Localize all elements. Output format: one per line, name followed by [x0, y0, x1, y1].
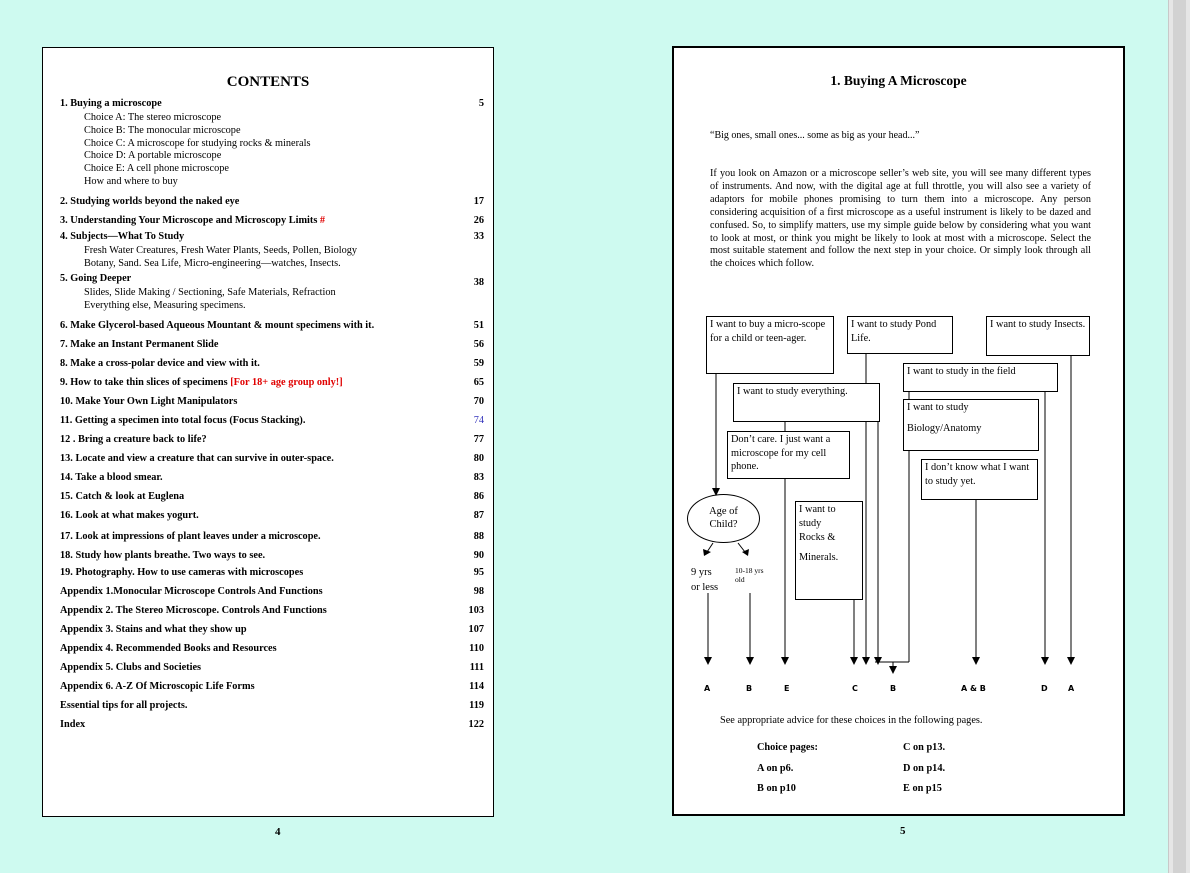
age-9-label-line: or less: [691, 582, 719, 593]
toc-entry-page: 33: [473, 230, 484, 242]
toc-entry-title: 8. Make a cross-polar device and view with it.: [60, 357, 260, 369]
toc-entry-title: 5. Going Deeper: [60, 273, 132, 285]
toc-entry[interactable]: [60, 585, 484, 598]
choice-box-biology-line: I want to study: [907, 402, 969, 413]
contents-title: CONTENTS: [226, 74, 310, 90]
toc-sub-entry: Choice A: The stereo microscope: [84, 112, 222, 123]
toc-entry-title: 14. Take a blood smear.: [60, 471, 163, 483]
choice-box-rocks-line: Minerals.: [799, 552, 839, 563]
buying-microscope-page: [672, 46, 1125, 816]
toc-entry-page: 86: [473, 490, 484, 502]
toc-entry[interactable]: [60, 357, 484, 370]
toc-entry-title: 1. Buying a microscope: [60, 98, 162, 109]
toc-entry-page: 110: [469, 642, 484, 654]
toc-entry[interactable]: [60, 338, 484, 351]
toc-entry[interactable]: [60, 97, 484, 110]
age-10-18-label-line: old: [735, 575, 745, 584]
toc-entry-title: Appendix 4. Recommended Books and Resources: [60, 642, 277, 654]
page-heading: 1. Buying A Microscope: [830, 73, 967, 88]
outcome-letter: D: [1041, 684, 1048, 693]
contents-page: [42, 47, 494, 817]
toc-entry[interactable]: [60, 272, 484, 289]
toc-entry-page: 95: [473, 566, 484, 578]
toc-entry-title: 7. Make an Instant Permanent Slide: [60, 338, 219, 350]
toc-entry-title: Appendix 5. Clubs and Societies: [60, 661, 202, 673]
age-10-18-label: [735, 566, 764, 584]
arrow-head: [1041, 657, 1049, 665]
arrow-head: [972, 657, 980, 665]
arrow-head: [1067, 657, 1075, 665]
choice-page-c[interactable]: C on p13.: [903, 742, 946, 753]
toc-entry-page: 98: [473, 585, 484, 597]
age-decision-circle[interactable]: [687, 494, 760, 543]
toc-entry[interactable]: [60, 230, 484, 243]
toc-entry[interactable]: [60, 452, 484, 465]
quote-text: “Big ones, small ones... some as big as your head...”: [710, 130, 920, 141]
outcome-letter: B: [890, 684, 897, 693]
vertical-scrollbar[interactable]: [1168, 0, 1190, 873]
toc-entry[interactable]: [60, 395, 484, 408]
toc-entry-page: 74: [473, 414, 484, 426]
toc-entry-page: 77: [473, 433, 484, 445]
toc-sub-entry: Slides, Slide Making / Sectioning, Safe Materials, Refraction: [84, 287, 336, 299]
choice-box-field[interactable]: I want to study in the field: [903, 363, 1058, 392]
toc-entry[interactable]: [60, 604, 484, 617]
toc-entry[interactable]: [60, 319, 484, 332]
toc-entry-title: 18. Study how plants breathe. Two ways to see.: [60, 549, 266, 561]
toc-sub-entry: Choice D: A portable microscope: [84, 150, 222, 162]
intro-paragraph: If you look on Amazon or a microscope seller’s web site, you will see many different types of instruments. And now, with the digital age at full throttle, you will also see a variety of adaptors for mobile phones promising to turn them into a microscope. Any person considering acquisition of a first microscope as a useful instrument is likely to be dazed and confused. So, to simplify matters, use my simple guide below by considering what you want to look at most, or think you might be likely to look at most with a microscope. Select the most suitable statement and follow the next step in your choice. Or simply look through all the choices which follow.: [710, 168, 1091, 270]
outcome-letter: A & B: [961, 684, 986, 693]
toc-entry[interactable]: [60, 566, 484, 579]
toc-entry[interactable]: [60, 642, 484, 655]
toc-entry-title: 10. Make Your Own Light Manipulators: [60, 395, 238, 407]
toc-sub-entry: Everything else, Measuring specimens.: [84, 300, 246, 312]
toc-entry-title: 4. Subjects—What To Study: [60, 230, 185, 242]
toc-sub-entry: Choice C: A microscope for studying rocks & minerals: [84, 137, 311, 149]
toc-entry-page: 119: [469, 699, 484, 711]
toc-entry[interactable]: [60, 433, 484, 446]
toc-entry-page: 103: [468, 604, 484, 616]
age-circle-line: Age of: [709, 506, 738, 517]
choice-page-d[interactable]: D on p14.: [903, 763, 946, 774]
toc-entry-title: 19. Photography. How to use cameras with microscopes: [60, 566, 304, 578]
outcome-letter: C: [852, 684, 858, 693]
toc-entry-title: Index: [60, 718, 86, 730]
toc-entry[interactable]: [60, 718, 484, 731]
outcome-letter: A: [1068, 684, 1075, 693]
toc-entry[interactable]: [60, 490, 484, 503]
toc-entry[interactable]: [60, 376, 484, 389]
toc-sub-entry: Fresh Water Creatures, Fresh Water Plants, Seeds, Pollen, Biology: [84, 244, 358, 256]
connector-line: [738, 543, 745, 552]
toc-entry-title: Essential tips for all projects.: [60, 699, 188, 711]
toc-entry-page: 111: [469, 661, 484, 673]
age-9-label: [691, 566, 718, 594]
advice-text: See appropriate advice for these choices in the following pages.: [720, 715, 983, 726]
arrow-head: [862, 657, 870, 665]
toc-entry-page: 90: [473, 549, 484, 561]
arrow-head: [746, 657, 754, 665]
toc-entry[interactable]: [60, 214, 484, 227]
toc-entry-title: 9. How to take thin slices of specimens: [60, 376, 231, 388]
toc-entry-title: Appendix 2. The Stereo Microscope. Controls And Functions: [60, 604, 327, 616]
arrow-head: [874, 657, 882, 665]
choice-box-rocks-line: Rocks &: [799, 532, 836, 543]
choice-box-insects[interactable]: I want to study Insects.: [986, 316, 1090, 356]
toc-entry-title: 6. Make Glycerol-based Aqueous Mountant & mount specimens with it.: [60, 319, 375, 331]
toc-entry-title: 12 . Bring a creature back to life?: [60, 433, 207, 445]
toc-entry[interactable]: [60, 195, 484, 208]
toc-entry[interactable]: [60, 549, 484, 562]
toc-entry-title: Appendix 1.Monocular Microscope Controls And Functions: [60, 585, 323, 597]
outcome-letter: A: [704, 684, 711, 693]
toc-entry-warning: [For 18+ age group only!]: [230, 376, 343, 388]
toc-entry[interactable]: [60, 680, 484, 693]
toc-entry-page: 5: [478, 98, 484, 109]
outcome-letter: E: [784, 684, 790, 693]
right-page-number: 5: [900, 825, 906, 837]
toc-entry-page: 59: [473, 357, 484, 369]
choice-pages-heading: Choice pages:: [757, 742, 818, 753]
left-page-number: 4: [275, 826, 281, 838]
toc-sub-entry: How and where to buy: [84, 175, 178, 187]
age-9-label-line: 9 yrs: [691, 567, 712, 578]
toc-entry[interactable]: [60, 471, 484, 484]
toc-sub-entry: Choice E: A cell phone microscope: [84, 163, 229, 175]
toc-entry[interactable]: [60, 623, 484, 636]
toc-list: [60, 97, 484, 731]
arrow-head: [889, 666, 897, 674]
toc-entry-title: 16. Look at what makes yogurt.: [60, 509, 199, 521]
toc-entry-title: 13. Locate and view a creature that can survive in outer-space.: [60, 452, 334, 464]
toc-entry-page: 51: [473, 319, 484, 331]
toc-entry-title: 17. Look at impressions of plant leaves under a microscope.: [60, 530, 321, 542]
toc-entry-title: 15. Catch & look at Euglena: [60, 490, 185, 502]
toc-entry-page: 107: [468, 623, 484, 635]
toc-entry[interactable]: [60, 530, 484, 543]
toc-entry-page: 17: [473, 195, 484, 207]
toc-entry-page: 122: [468, 718, 484, 730]
choice-box-everything[interactable]: I want to study everything.: [733, 383, 880, 422]
toc-entry-page: 87: [473, 509, 484, 521]
toc-entry[interactable]: [60, 509, 484, 522]
toc-sub-entry: Botany, Sand. Sea Life, Micro-engineering—watches, Insects.: [84, 257, 341, 269]
choice-box-phone[interactable]: Don’t care. I just want a microscope for my cell phone.: [727, 431, 850, 479]
choice-box-child[interactable]: I want to buy a micro-scope for a child or teen-ager.: [706, 316, 834, 374]
toc-entry-page: 83: [473, 471, 484, 483]
toc-entry-page: 70: [473, 395, 484, 407]
toc-entry-page: 38: [473, 277, 484, 289]
toc-entry-title: Appendix 6. A-Z Of Microscopic Life Forms: [60, 680, 255, 692]
arrow-head: [704, 657, 712, 665]
toc-sub-entry: Choice B: The monocular microscope: [84, 124, 241, 136]
choice-box-rocks-line: study: [799, 518, 822, 529]
arrow-head: [850, 657, 858, 665]
scrollbar-thumb[interactable]: [1173, 0, 1186, 873]
toc-entry-page: 56: [473, 338, 484, 350]
toc-entry[interactable]: [60, 661, 484, 674]
arrow-head: [703, 549, 711, 556]
choice-page-b[interactable]: B on p10: [757, 783, 796, 794]
age-10-18-label-line: 10-18 yrs: [735, 566, 764, 575]
toc-entry[interactable]: [60, 699, 484, 712]
outcome-letter: B: [746, 684, 753, 693]
choice-box-rocks[interactable]: [795, 501, 863, 600]
connector-line: [707, 543, 713, 552]
age-circle-line: Child?: [709, 519, 738, 530]
toc-entry[interactable]: [60, 414, 484, 427]
toc-entry-page: 114: [469, 680, 484, 692]
choice-page-a[interactable]: A on p6.: [757, 763, 794, 774]
choice-box-dont-know[interactable]: I don’t know what I want to study yet.: [921, 459, 1038, 500]
toc-entry-title: Appendix 3. Stains and what they show up: [60, 623, 247, 635]
choice-box-rocks-line: I want to: [799, 504, 836, 515]
toc-entry-page: 65: [473, 376, 484, 388]
choice-box-pond-life[interactable]: I want to study Pond Life.: [847, 316, 953, 354]
toc-entry-page: 88: [473, 530, 484, 542]
toc-entry-title: 11. Getting a specimen into total focus (Focus Stacking).: [60, 414, 306, 426]
choice-box-biology-line: Biology/Anatomy: [907, 422, 982, 434]
toc-entry-page: 26: [473, 214, 484, 226]
toc-entry-title: 3. Understanding Your Microscope and Microscopy Limits: [60, 214, 318, 226]
choice-page-e[interactable]: E on p15: [903, 783, 942, 794]
choice-box-biology[interactable]: [903, 399, 1039, 451]
toc-entry-flag: #: [317, 214, 326, 226]
arrow-head: [781, 657, 789, 665]
toc-entry-page: 80: [473, 452, 484, 464]
toc-entry-title: 2. Studying worlds beyond the naked eye: [60, 195, 240, 207]
